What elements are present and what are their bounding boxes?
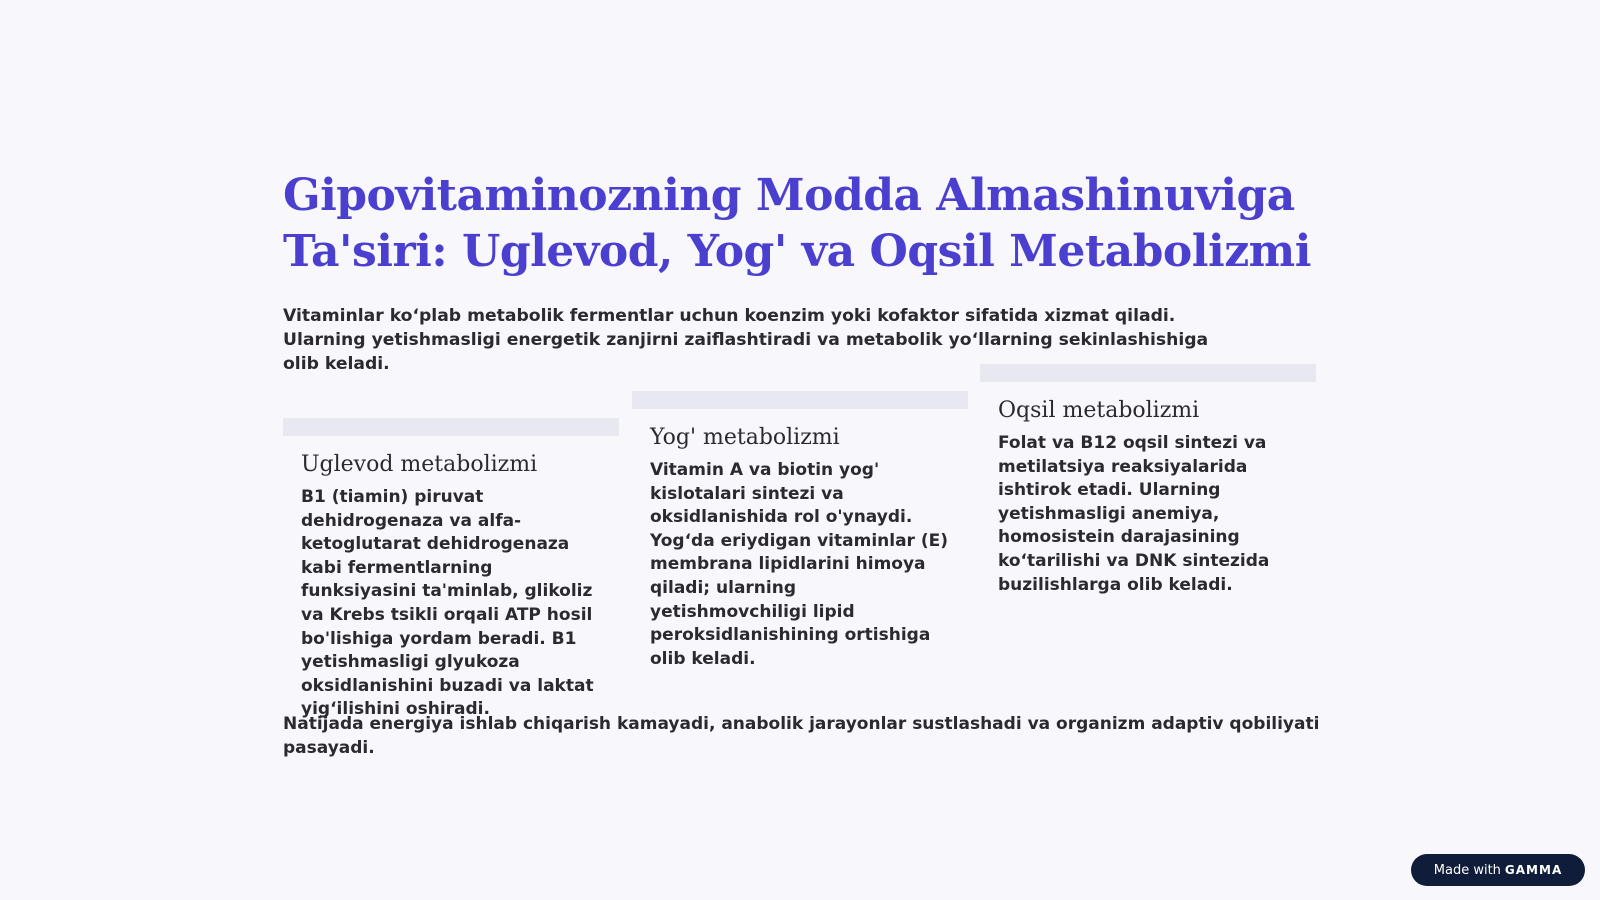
slide-title: Gipovitaminozning Modda Almashinuviga Ta'siri: Uglevod, Yog' va Oqsil Metabolizmi — [283, 170, 1311, 277]
conclusion-paragraph: Natijada energiya ishlab chiqarish kamayadi, anabolik jarayonlar sustlashadi va organizm adaptiv qobiliyati pasayadi. — [283, 714, 1320, 758]
card-body: B1 (tiamin) piruvat dehidrogenaza va alfa-ketoglutarat dehidrogenaza kabi fermentlarning funksiyasini ta'minlab, glikoliz va Krebs tsikli orqali ATP hosil bo'lishiga yordam beradi. B1 yetishmasligi glyukoza oksidlanishini buzadi va laktat yig‘ilishini oshiradi. — [301, 487, 594, 720]
intro-paragraph: Vitaminlar ko‘plab metabolik fermentlar uchun koenzim yoki kofaktor sifatida xizmat qiladi. Ularning yetishmasligi energetik zanjirni zaiflashtiradi va metabolik yo‘llarning sekinlashishiga olib keladi. — [283, 306, 1209, 374]
card-accent-bar — [980, 364, 1316, 382]
badge-prefix: Made with — [1433, 862, 1501, 878]
card-body: Folat va B12 oqsil sintezi va metilatsiya reaksiyalarida ishtirok etadi. Ularning yetishmasligi anemiya, homosistein darajasining ko‘tarilishi va DNK sintezida buzilishlarga olib keladi. — [998, 433, 1270, 595]
card-title: Oqsil metabolizmi — [998, 398, 1200, 423]
card-protein — [980, 364, 1316, 597]
card-accent-bar — [632, 391, 968, 409]
card-fat — [632, 391, 968, 671]
card-title: Uglevod metabolizmi — [301, 452, 538, 477]
card-body: Vitamin A va biotin yog' kislotalari sintezi va oksidlanishida rol o'ynaydi. Yog‘da eriydigan vitaminlar (E) membrana lipidlarini himoya qiladi; ularning yetishmovchiligi lipid peroksidlanishining ortishiga olib keladi. — [650, 460, 948, 669]
card-accent-bar — [283, 418, 619, 436]
gamma-logo: GAMMA — [1504, 863, 1563, 877]
card-title: Yog' metabolizmi — [650, 425, 840, 450]
card-carbohydrate — [283, 418, 619, 722]
made-with-gamma-badge[interactable] — [1411, 854, 1585, 886]
